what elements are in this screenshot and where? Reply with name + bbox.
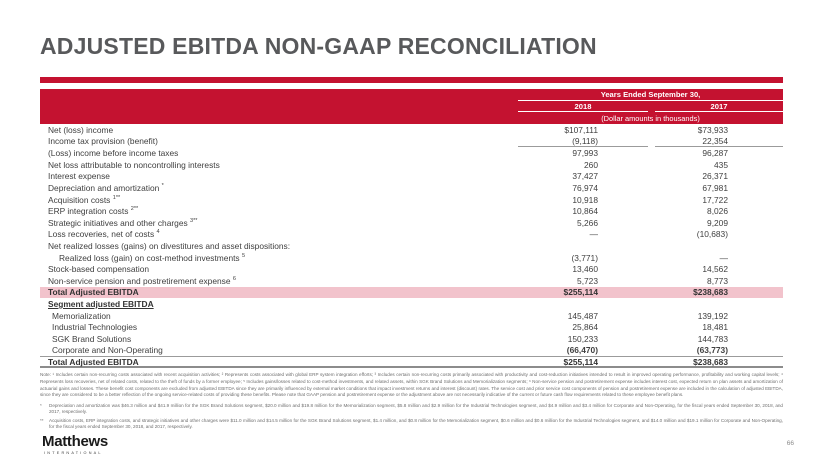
value-2017: 18,481 <box>702 322 728 333</box>
table-row-industrial-technologies <box>40 321 783 333</box>
table-row-income-tax <box>40 136 783 148</box>
value-2017: (10,683) <box>696 229 728 240</box>
value-2018: 150,233 <box>567 333 598 344</box>
row-label: Realized loss (gain) on cost-method investments $^5$ <box>59 252 246 263</box>
table-row-depreciation-amortization <box>40 182 783 194</box>
table-row-net-loss-income <box>40 124 783 136</box>
column-header-2017: 2017 <box>655 101 783 113</box>
table-row-net-realized-losses-heading <box>40 240 783 252</box>
footnote-star-text: Depreciation and amortization was $46.3 million and $41.9 million for the SGK Brand Solutions segment, $20.0 million and $19.8 million for the Memorialization segment, $5.8 million and $2.9 million for the Industrial Technologies segment, and $4.9 million and $3.4 million for Corporate and Non-Operating, for the fiscal years ended September 30, 2018, and 2017, respectively. <box>49 403 783 414</box>
value-2018: 5,266 <box>577 217 598 228</box>
years-ended-header: Years Ended September 30, <box>518 89 783 101</box>
row-label: Strategic initiatives and other charges $^{3**}$ <box>48 217 198 228</box>
value-2018: — <box>589 229 598 240</box>
table-row-memorialization <box>40 310 783 322</box>
table-row-realized-loss-cost-method <box>40 252 783 264</box>
table-row-acquisition-costs <box>40 194 783 206</box>
value-2018: 97,993 <box>572 148 598 159</box>
table-row-noncontrolling-interests <box>40 159 783 171</box>
table-row-strategic-initiatives <box>40 217 783 229</box>
table-row-interest-expense <box>40 171 783 183</box>
row-label: Non-service pension and postretirement expense $^6$ <box>48 275 236 286</box>
page-number: 66 <box>786 440 794 447</box>
units-label: (Dollar amounts in thousands) <box>601 113 700 123</box>
table-row-stock-based-compensation <box>40 263 783 275</box>
value-2018: (3,771) <box>571 252 598 263</box>
matthews-logo <box>42 433 108 455</box>
value-2017: 435 <box>714 159 728 170</box>
row-label: Total Adjusted EBITDA <box>48 287 139 298</box>
value-2017: 14,562 <box>702 264 728 275</box>
row-label: Memorialization <box>52 310 111 321</box>
value-2018: (66,470) <box>566 345 598 356</box>
value-2018: 10,864 <box>572 206 598 217</box>
value-2017: 67,981 <box>702 182 728 193</box>
row-label: Interest expense <box>48 171 110 182</box>
row-label: ERP integration costs $^{2**}$ <box>48 206 139 217</box>
table-row-total-adjusted-ebitda <box>40 287 783 299</box>
value-2018: $107,111 <box>564 124 598 135</box>
row-label: Stock-based compensation <box>48 264 150 275</box>
value-2017: 8,773 <box>707 275 728 286</box>
header-row-units <box>40 112 783 124</box>
value-2017: $238,683 <box>693 356 728 367</box>
row-label: Depreciation and amortization * <box>48 182 164 193</box>
column-header-2018: 2018 <box>518 101 648 113</box>
logo-subtitle: INTERNATIONAL <box>44 451 103 455</box>
value-2018: (9,118) <box>518 136 648 147</box>
row-label: Loss recoveries, net of costs $^4$ <box>48 229 160 240</box>
row-label: Total Adjusted EBITDA <box>48 356 139 367</box>
value-2017: (63,773) <box>696 345 728 356</box>
row-label: Industrial Technologies <box>52 322 138 333</box>
logo-wordmark: Matthews <box>42 433 108 450</box>
footnotes-section <box>40 372 783 432</box>
value-2017: 8,026 <box>707 206 728 217</box>
row-label: (Loss) income before income taxes <box>48 148 179 159</box>
row-label: SGK Brand Solutions <box>52 333 132 344</box>
row-label: Corporate and Non-Operating <box>52 345 163 356</box>
row-label: Acquisition costs $^{1**}$ <box>48 194 121 205</box>
value-2017: 22,354 <box>655 136 783 147</box>
value-2018: 260 <box>584 159 598 170</box>
value-2018: 13,460 <box>572 264 598 275</box>
footnote-star-marker: * <box>40 403 42 409</box>
table-header <box>40 89 783 124</box>
value-2017: 26,371 <box>702 171 728 182</box>
value-2017: 144,783 <box>697 333 728 344</box>
header-row-columns <box>40 101 783 113</box>
table-row-non-service-pension <box>40 275 783 287</box>
table-row-loss-recoveries <box>40 229 783 241</box>
footnote-double-star-text: Acquisition costs, ERP integration costs, and strategic initiatives and other charges were $11.0 million and $14.5 million for the SGK Brand Solutions segment, $1.4 million, and $0.8 million for the Memorialization segment, $0.6 million and $0.6 million for the Industrial Technologies segment, and $14.0 million and $19.1 million for Corporate and Non-Operating, for the fiscal years ended September 30, 2018, and 2017, respectively. <box>49 417 783 429</box>
value-2017: 9,209 <box>707 217 728 228</box>
footnote-star <box>40 403 783 415</box>
row-label: Net loss attributable to noncontrolling interests <box>48 159 220 170</box>
footnote-double-star-marker: ** <box>40 417 44 423</box>
value-2017: 96,287 <box>702 148 728 159</box>
value-2018: 145,487 <box>567 310 598 321</box>
value-2018: $255,114 <box>563 287 598 298</box>
value-2017: 139,192 <box>697 310 728 321</box>
row-label: Net realized losses (gains) on divestitures and asset dispositions: <box>48 240 291 251</box>
row-label: Income tax provision (benefit) <box>48 136 158 147</box>
title-divider-bar <box>40 77 783 83</box>
table-row-erp-integration-costs <box>40 205 783 217</box>
value-2018: $255,114 <box>563 356 598 367</box>
page-title: ADJUSTED EBITDA NON-GAAP RECONCILIATION <box>40 33 597 59</box>
table-row-income-before-taxes <box>40 147 783 159</box>
value-2018: 76,974 <box>572 182 598 193</box>
value-2017: — <box>719 252 728 263</box>
table-body <box>40 124 783 368</box>
table-row-total-adjusted-ebitda-final <box>40 356 783 368</box>
value-2018: 37,427 <box>572 171 598 182</box>
row-label: Net (loss) income <box>48 124 114 135</box>
value-2017: 17,722 <box>702 194 728 205</box>
value-2017: $238,683 <box>693 287 728 298</box>
value-2017: $73,933 <box>697 124 728 135</box>
table-row-sgk-brand-solutions <box>40 333 783 345</box>
value-2018: 10,918 <box>572 194 598 205</box>
row-label: Segment adjusted EBITDA <box>48 299 154 309</box>
header-row-years <box>40 89 783 101</box>
footnote-note: Note: ¹ Includes certain non-recurring costs associated with recent acquisition activities; ² Represents costs associated with global ERP system integration efforts; ³ Includes certain non-recurring costs primarily associated with productivity and cost-reduction initiatives intended to result in improved operating performance, profitability and working capital levels; ⁴ Represents loss recoveries, net of related costs, related to the theft of funds by a former employee; ⁵ Includes gains/losses related to cost-method investments, and related assets, within SGK Brand Solutions and Memorialization segments; ⁶ Non-service pension and postretirement expense includes interest cost, expected return on plan assets and amortization of actuarial gains and losses. These benefit cost components are excluded from adjusted EBITDA since they are primarily influenced by external market conditions that impact investment returns and interest (discount) rates. The service cost and prior service cost components of pension and postretirement expense are included in the calculation of adjusted EBITDA, since they are considered to be a better reflection of the ongoing service-related costs of providing these benefits. Please note that GAAP pension and postretirement expense or the adjustment above are not necessarily indicative of the current or future cash flow requirements related to these employee benefit plans. <box>40 372 783 398</box>
reconciliation-table <box>40 89 783 368</box>
value-2018: 5,723 <box>577 275 598 286</box>
value-2018: 25,864 <box>572 322 598 333</box>
table-row-segment-adjusted-ebitda <box>40 298 783 310</box>
table-row-corporate-non-operating <box>40 345 783 357</box>
footnote-double-star <box>40 418 783 430</box>
